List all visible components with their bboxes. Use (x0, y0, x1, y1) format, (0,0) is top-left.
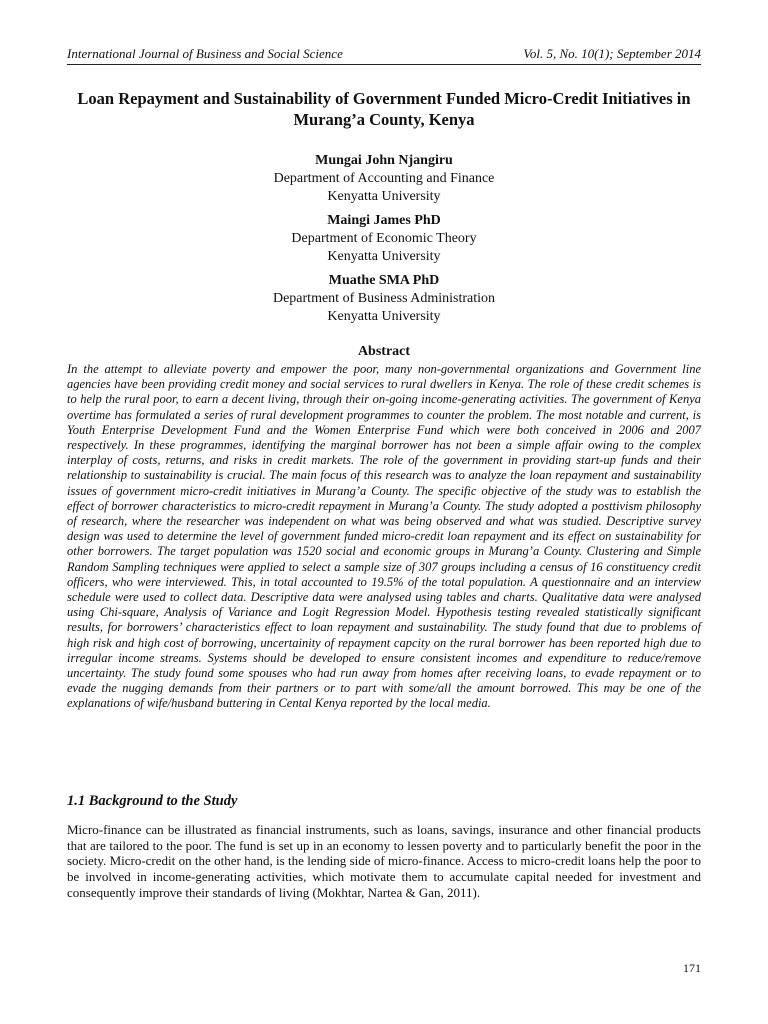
journal-name: International Journal of Business and Social Science (67, 46, 343, 61)
running-header (67, 46, 701, 65)
abstract-heading: Abstract (357, 344, 411, 359)
author-block (67, 272, 701, 326)
page-number: 171 (683, 961, 701, 975)
author-name: Maingi James PhD (327, 213, 441, 228)
author-name: Muathe SMA PhD (328, 273, 440, 288)
author-block (67, 212, 701, 266)
author-department: Department of Business Administration (272, 291, 496, 306)
author-block (67, 152, 701, 206)
author-department: Department of Accounting and Finance (273, 171, 495, 186)
author-institution: Kenyatta University (327, 189, 441, 204)
paper-title: Loan Repayment and Sustainability of Government Funded Micro-Credit Initiatives in Murang’a County, Kenya (77, 89, 691, 129)
author-department: Department of Economic Theory (291, 231, 477, 246)
author-name: Mungai John Njangiru (315, 153, 453, 168)
author-institution: Kenyatta University (327, 249, 441, 264)
author-institution: Kenyatta University (327, 309, 441, 324)
section-heading: 1.1 Background to the Study (67, 793, 238, 809)
volume-info: Vol. 5, No. 10(1); September 2014 (523, 46, 701, 61)
section-body-text: Micro-finance can be illustrated as financial instruments, such as loans, savings, insurance and other financial products that are tailored to the poor. The fund is set up in an economy to lessen poverty and to particularly benefit the poor in the society. Micro-credit on the other hand, is the lending side of micro-finance. Access to micro-credit loans help the poor to be involved in income-generating activities, which motivate them to accumulate capital needed for investment and consequently improve their standards of living (Mokhtar, Nartea & Gan, 2011). (67, 822, 701, 900)
author-list (67, 152, 701, 332)
abstract-text: In the attempt to alleviate poverty and empower the poor, many non-governmental organizations and Government line agencies have been providing credit money and social services to rural dwellers in Kenya. The role of these credit schemes is to help the rural poor, to earn a decent living, through their on-going income-generating activities. The government of Kenya overtime has formulated a series of rural development programmes to counter the problem. The most notable and current, is Youth Enterprise Development Fund and the Women Enterprise Fund which were both conceived in 2006 and 2007 respectively. In these programmes, identifying the marginal borrower has not been a simple affair owing to the complex interplay of costs, returns, and risks in credit markets. The role of the government in providing start-up funds and their relationship to sustainability is crucial. The main focus of this research was to analyze the loan repayment and sustainability issues of government micro-credit initiatives in Murang’a County. The specific objective of the study was to establish the effect of borrower characteristics to micro-credit repayment in Murang’a County. The study adopted a posttivism philosophy of research, where the researcher was independent on what was being observed and what was studied. Descriptive survey design was used to determine the level of government funded micro-credit loan repayment and its effect on sustainability for other borrowers. The target population was 1520 social and economic groups in Murang’a County. Clustering and Simple Random Sampling techniques were applied to select a sample size of 307 groups including a census of 16 constituency credit officers, who were interviewed. This, in total accounted to 19.5% of the total population. A questionnaire and an interview schedule were used to collect data. Descriptive data were analysed using tables and charts. Qualitative data were analysed using Chi-square, Analysis of Variance and Logit Regression Model. Hypothesis testing revealed statistically significant results, for borrowers’ characteristics effect to loan repayment and sustainability. The study found that due to problems of high risk and high cost of borrowing, uncertainity of repayment capcity on the rural borrower has been reported high due to irregular income streams. Systems should be developed to ensure consistent incomes and expenditure to reduce/remove uncertainty. The study found some spouses who had run away from homes after receiving loans, to evade repayment or to evade the nugging demands from their partners or to part with some/all the amount borrowed. This may be one of the explanations of wife/husband buttering in Cental Kenya reported by the local media. (67, 362, 701, 711)
